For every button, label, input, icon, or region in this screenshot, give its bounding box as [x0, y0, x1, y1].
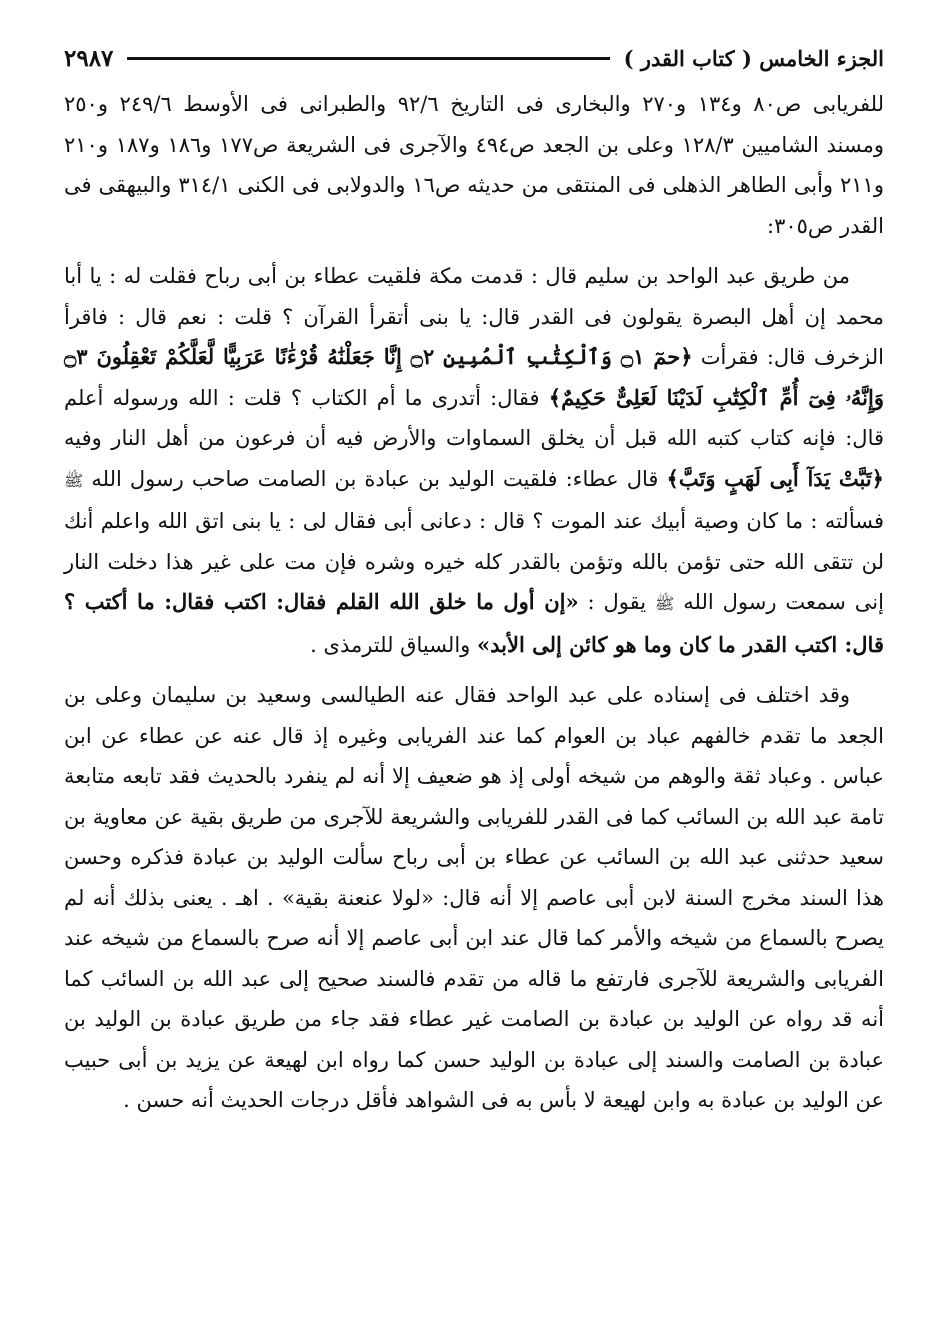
hadith-ending: والسياق للترمذى .: [310, 632, 471, 657]
pbuh-symbol-second: ﷺ: [655, 594, 675, 613]
header-rule: [127, 57, 609, 60]
hadith-after-quran: فقال: أتدرى ما أم الكتاب ؟ قلت : الله ورسوله أعلم قال: فإنه كتاب كتبه الله قبل أن يخلق السماوات والأرض فيه أن فرعون من أهل النار وفيه: [64, 385, 884, 450]
analysis-paragraph: وقد اختلف فى إسناده على عبد الواحد فقال عنه الطيالسى وسعيد بن سليمان وعلى بن الجعد ما تقدم خالفهم عباد بن العوام كما عند الفريابى وغيره إذ قال عنه عن عطاء عن ابن عباس . وعباد ثقة والوهم من شيخه أولى إذ هو ضعيف إلا أنه لم ينفرد بالحديث فقد تابعه متابعة تامة عبد الله بن السائب كما فى القدر للفريابى والشريعة للآجرى من طريق بقية عن معاوية بن سعيد حدثنى عبد الله بن السائب عن عطاء بن أبى رباح سألت الوليد بن عبادة فذكره وحسن هذا السند مخرج السنة لابن أبى عاصم إلا أنه قال: «لولا عنعنة بقية» . اهـ . يعنى بذلك أنه لم يصرح بالسماع من شيخه والأمر كما قال عند ابن أبى عاصم إلا أنه صرح بالسماع من شيخه عند الفريابى والشريعة للآجرى فارتفع ما قاله من تقدم فالسند صحيح إلى عبد الله بن السائب كما أنه قد رواه عن الوليد بن عبادة بن الصامت غير عطاء فقد جاء من طريق عبادة بن الوليد بن عبادة بن الصامت والسند إلى عبادة بن الوليد حسن كما رواه ابن لهيعة عن يزيد بن أبى حبيب عن الوليد بن عبادة به وابن لهيعة لا بأس به فى الشواهد فأقل درجات الحديث أنه حسن .: [64, 683, 884, 1112]
book-page: [64, 38, 884, 1121]
page-number: ٢٩٨٧: [64, 44, 114, 72]
hadith-says: يقول :: [587, 590, 647, 614]
prophetic-words: «إن أول ما خلق الله القلم فقال: اكتب فقال: ما أكتب ؟ قال: اكتب القدر ما كان وما هو كائن إلى الأبد»: [64, 589, 884, 657]
hadith-paragraph: [64, 256, 884, 665]
sources-paragraph: للفريابى ص٨٠ و١٣٤ و٢٧٠ والبخارى فى التاريخ ٩٢/٦ والطبرانى فى الأوسط ٢٤٩/٦ و٢٥٠ ومسند الشاميين ١٢٨/٣ وعلى بن الجعد ص٤٩٤ والآجرى فى الشريعة ص١٧٧ و١٨٦ و١٨٧ و٢١٠ و٢١١ وأبى الطاهر الذهلى فى المنتقى من حديثه ص١٦ والدولابى فى الكنى ٣١٤/١ والبيهقى فى القدر ص٣٠٥:: [64, 92, 884, 238]
hadith-after-masad: قال عطاء: فلقيت الوليد بن عبادة بن الصامت صاحب رسول الله: [91, 466, 659, 491]
pbuh-symbol: ﷺ: [64, 470, 84, 490]
quran-verse-zukhruf: ﴿حمٓ ۝١ وَٱلْكِتَٰبِ ٱلْمُبِينِ ۝٢ إِنَّا جَعَلْنَٰهُ قُرْءَٰنًا عَرَبِيًّا لَّعَلَّكُمْ تَعْقِلُونَ ۝٣ وَإِنَّهُۥ فِىٓ أُمِّ ٱلْكِتَٰبِ لَدَيْنَا لَعَلِىٌّ حَكِيمٌ﴾: [64, 344, 885, 410]
quran-verse-masad: ﴿تَبَّتْ يَدَآ أَبِى لَهَبٍ وَتَبَّ﴾: [666, 465, 884, 491]
running-title: الجزء الخامس ( كتاب القدر ): [623, 45, 884, 71]
hadith-question: فسألته : ما كان وصية أبيك عند الموت ؟ قال : دعانى أبى فقال لى : يا بنى اتق الله واعلم أنك لن تتقى الله حتى تؤمن بالله وتؤمن بالقدر كله خيره وشره فإن مت على غير هذا دخلت النار إنى سمعت رسول الله: [64, 509, 884, 614]
page-header: [64, 38, 884, 78]
hadith-intro: من طريق عبد الواحد بن سليم قال : قدمت مكة فلقيت عطاء بن أبى رباح فقلت له : يا أبا محمد إن أهل البصرة يقولون فى القدر قال: يا بنى أتقرأ القرآن ؟ قلت : نعم قال : فاقرأ الزخرف قال: فقرأت: [64, 264, 884, 369]
